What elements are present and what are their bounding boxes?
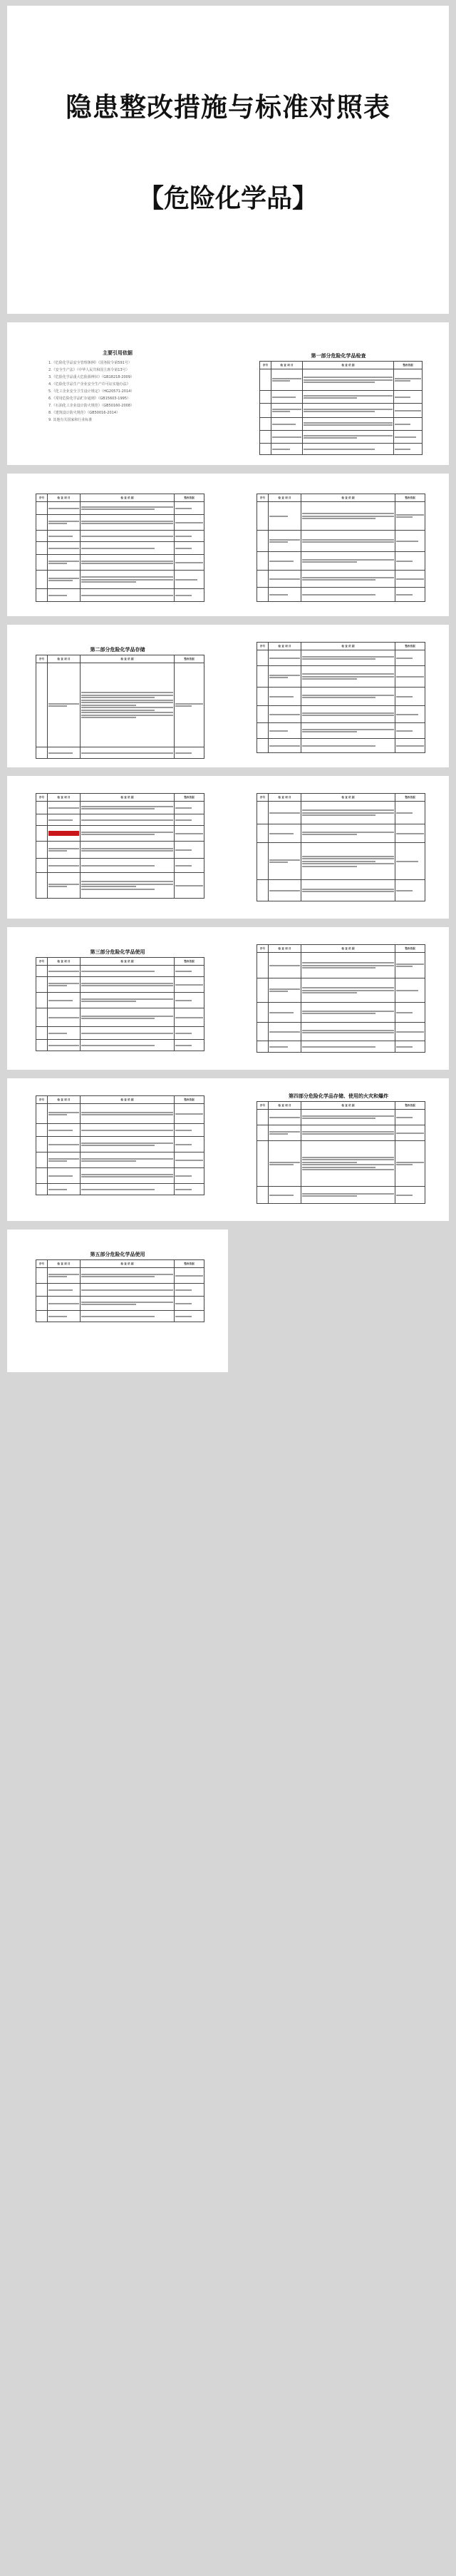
page-section-3 xyxy=(7,927,228,1070)
col-no: 序号 xyxy=(36,655,48,663)
page-4 xyxy=(7,474,228,616)
col-item: 检 查 项 目 xyxy=(269,945,301,953)
col-content: 检 查 依 据 xyxy=(81,494,175,502)
col-item: 检 查 项 目 xyxy=(48,794,81,802)
inspection-table xyxy=(36,793,204,899)
col-basis: 整改依据 xyxy=(395,945,425,953)
col-item: 检 查 项 目 xyxy=(269,494,301,502)
page-5 xyxy=(228,474,449,616)
col-content: 检 查 依 据 xyxy=(81,794,175,802)
col-content: 检 查 依 据 xyxy=(81,655,175,663)
col-content: 检 查 依 据 xyxy=(301,945,395,953)
cover-page xyxy=(7,6,449,314)
col-basis: 整改依据 xyxy=(175,494,204,502)
col-no: 序号 xyxy=(260,362,271,369)
col-item: 检 查 项 目 xyxy=(48,494,81,502)
section-title: 第一部分危险化学品检查 xyxy=(311,353,366,359)
page-section-2 xyxy=(7,625,228,767)
inspection-table xyxy=(256,1101,425,1204)
inspection-table xyxy=(259,361,423,455)
inspection-table xyxy=(36,655,204,759)
col-basis: 整改依据 xyxy=(175,1096,204,1104)
col-item: 检 查 项 目 xyxy=(269,1102,301,1110)
col-item: 检 查 项 目 xyxy=(271,362,303,369)
col-no: 序号 xyxy=(36,794,48,802)
col-content: 检 查 依 据 xyxy=(81,1260,175,1268)
col-item: 检 查 项 目 xyxy=(269,794,301,802)
document-title: 隐患整改措施与标准对照表 xyxy=(66,91,390,123)
col-no: 序号 xyxy=(257,794,269,802)
col-basis: 整改依据 xyxy=(175,655,204,663)
col-basis: 整改依据 xyxy=(395,643,425,650)
inspection-table xyxy=(36,957,204,1051)
page-12 xyxy=(7,1078,228,1221)
col-content: 检 查 依 据 xyxy=(301,494,395,502)
section-title: 第二部分危险化学品存储 xyxy=(90,647,145,653)
inspection-table xyxy=(256,494,425,602)
col-no: 序号 xyxy=(257,494,269,502)
col-basis: 整改依据 xyxy=(394,362,423,369)
page-section-1 xyxy=(228,322,449,465)
toc-title: 主要引用依据 xyxy=(103,350,133,356)
section-title: 第四部分危险化学品存储、使用的火灾和爆炸 xyxy=(289,1093,388,1099)
toc-item: 4.《危险化学品生产企业安全生产许可证实施办法》 xyxy=(48,382,130,387)
col-content: 检 查 依 据 xyxy=(81,958,175,966)
page-8 xyxy=(7,776,228,919)
page-toc xyxy=(7,322,228,465)
col-content: 检 查 依 据 xyxy=(301,794,395,802)
col-content: 检 查 依 据 xyxy=(301,1102,395,1110)
col-item: 检 查 项 目 xyxy=(48,1096,81,1104)
col-basis: 整改依据 xyxy=(395,794,425,802)
col-no: 序号 xyxy=(36,1260,48,1268)
toc-item: 8.《建筑设计防火规范》（GB50016-2014） xyxy=(48,411,120,415)
toc-item: 5.《化工企业安全卫生设计规定》（HG20571-2014） xyxy=(48,389,135,394)
page-section-5 xyxy=(7,1230,228,1372)
page-11 xyxy=(228,927,449,1070)
inspection-table xyxy=(36,1259,204,1322)
document-subtitle: 【危险化学品】 xyxy=(138,183,318,213)
col-item: 检 查 项 目 xyxy=(269,643,301,650)
toc-item: 7.《石油化工企业设计防火规范》（GB50160-2008） xyxy=(48,404,135,408)
col-no: 序号 xyxy=(257,643,269,650)
col-no: 序号 xyxy=(257,1102,269,1110)
toc-list xyxy=(48,359,212,424)
page-7 xyxy=(228,625,449,767)
col-basis: 整改依据 xyxy=(395,1102,425,1110)
toc-item: 3.《危险化学品重大危险源辨识》（GB18218-2009） xyxy=(48,375,135,379)
col-content: 检 查 依 据 xyxy=(303,362,394,369)
col-item: 检 查 项 目 xyxy=(48,1260,81,1268)
toc-item: 1.《危险化学品安全管理条例》（国务院令第591号） xyxy=(48,361,132,365)
col-basis: 整改依据 xyxy=(175,1260,204,1268)
inspection-table xyxy=(256,944,425,1053)
page-9 xyxy=(228,776,449,919)
page-section-4 xyxy=(228,1078,449,1221)
col-no: 序号 xyxy=(257,945,269,953)
section-title: 第五部分危险化学品使用 xyxy=(90,1252,145,1257)
col-basis: 整改依据 xyxy=(175,958,204,966)
col-no: 序号 xyxy=(36,1096,48,1104)
section-title: 第三部分危险化学品使用 xyxy=(90,949,145,955)
toc-item: 6.《常用危险化学品贮存通则》（GB15603-1995） xyxy=(48,397,131,401)
inspection-table xyxy=(256,793,425,901)
col-no: 序号 xyxy=(36,958,48,966)
col-basis: 整改依据 xyxy=(395,494,425,502)
highlight-mark xyxy=(48,831,79,836)
col-item: 检 查 项 目 xyxy=(48,958,81,966)
col-no: 序号 xyxy=(36,494,48,502)
col-basis: 整改依据 xyxy=(175,794,204,802)
toc-item: 9. 其他有关国家和行业标准 xyxy=(48,418,93,422)
inspection-table xyxy=(256,642,425,753)
col-content: 检 查 依 据 xyxy=(81,1096,175,1104)
inspection-table xyxy=(36,494,204,602)
col-content: 检 查 依 据 xyxy=(301,643,395,650)
inspection-table xyxy=(36,1095,204,1195)
toc-item: 2.《安全生产法》（中华人民共和国主席令第13号） xyxy=(48,368,130,372)
col-item: 检 查 项 目 xyxy=(48,655,81,663)
